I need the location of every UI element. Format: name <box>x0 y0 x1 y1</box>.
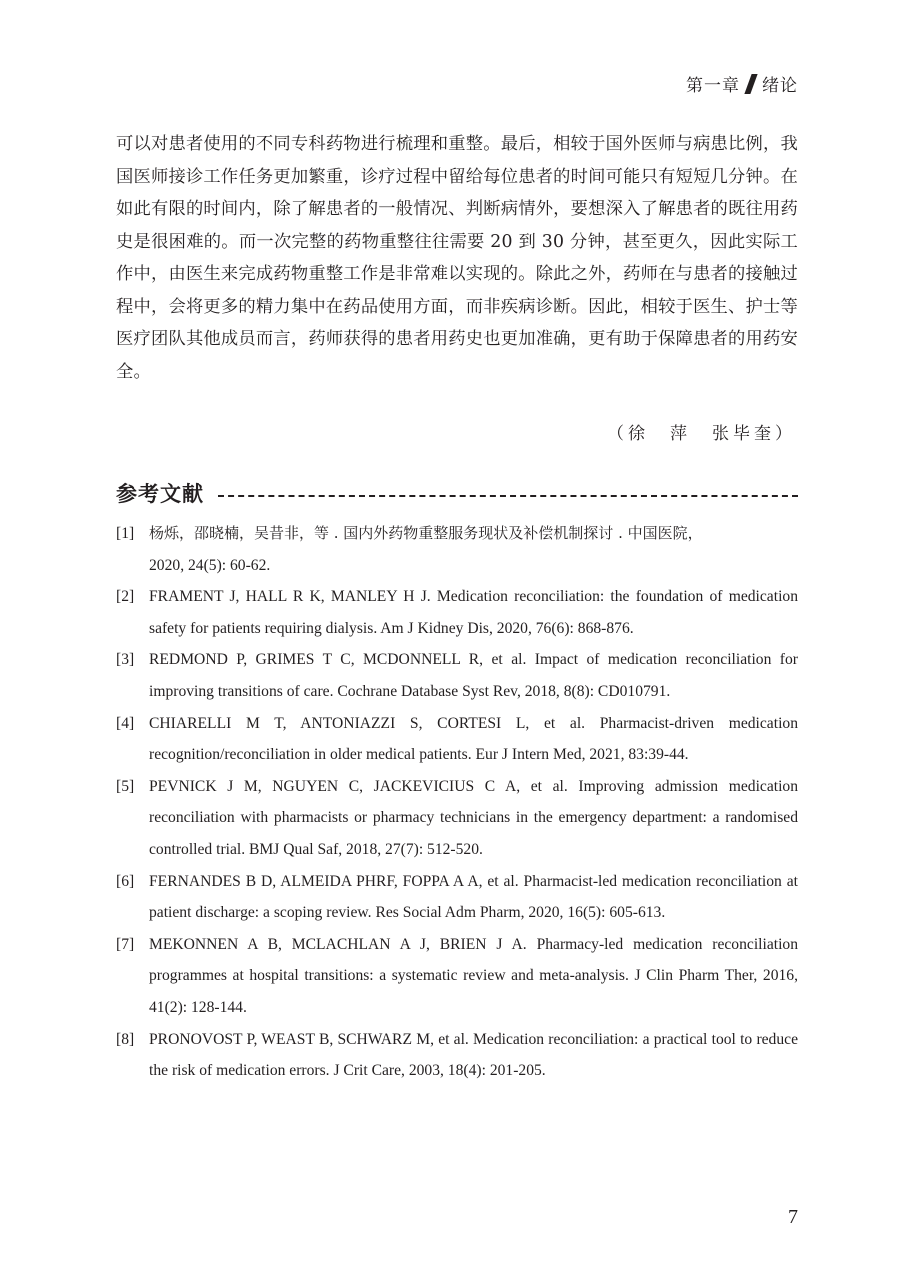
reference-text: REDMOND P, GRIMES T C, MCDONNELL R, et al. Impact of medication reconciliation for improving transitions of care. Cochrane Database Syst Rev, 2018, 8(8): CD010791. <box>149 651 798 700</box>
reference-item-6 <box>116 866 798 929</box>
slash-divider-icon <box>744 74 758 94</box>
reference-item-1 <box>116 518 798 581</box>
reference-text: PRONOVOST P, WEAST B, SCHWARZ M, et al. Medication reconciliation: a practical tool to reduce the risk of medication errors. J Crit Care, 2003, 18(4): 201-205. <box>149 1030 798 1080</box>
references-heading-row <box>116 475 798 511</box>
chapter-title: 绪论 <box>762 76 798 96</box>
reference-number: [5] <box>116 777 135 795</box>
page-number: 7 <box>788 1206 798 1228</box>
reference-text-cjk: 杨烁，邵晓楠，吴昔非，等 . 国内外药物重整服务现状及补偿机制探讨 . 中国医院， <box>149 524 703 542</box>
reference-text: FERNANDES B D, ALMEIDA PHRF, FOPPA A A, et al. Pharmacist-led medication reconciliation at patient discharge: a scoping review. Res Social Adm Pharm, 2020, 16(5): 605-613. <box>149 872 798 922</box>
author-line: （徐 萍 张毕奎） <box>607 424 796 444</box>
reference-number: [8] <box>116 1030 135 1048</box>
reference-text-latin: 2020, 24(5): 60-62. <box>149 556 271 574</box>
reference-number: [6] <box>116 872 135 890</box>
reference-text: CHIARELLI M T, ANTONIAZZI S, CORTESI L, et al. Pharmacist-driven medication recognition/reconciliation in older medical patients. Eur J Intern Med, 2021, 83:39-44. <box>149 714 798 764</box>
reference-list <box>116 518 798 1087</box>
reference-number: [4] <box>116 714 135 732</box>
reference-number: [3] <box>116 651 135 669</box>
reference-item-5 <box>116 771 798 866</box>
reference-text: MEKONNEN A B, MCLACHLAN A J, BRIEN J A. Pharmacy-led medication reconciliation programmes at hospital transitions: a systematic review and meta-analysis. J Clin Pharm Ther, 2016, 41(2): 128-144. <box>149 935 798 1016</box>
reference-text <box>149 518 798 581</box>
reference-number: [1] <box>116 525 135 542</box>
references-heading: 参考文献 <box>116 482 204 506</box>
dashed-rule <box>218 495 798 497</box>
running-header <box>686 71 798 96</box>
reference-item-7 <box>116 929 798 1024</box>
reference-item-3 <box>116 644 798 707</box>
reference-text: FRAMENT J, HALL R K, MANLEY H J. Medication reconciliation: the foundation of medication safety for patients requiring dialysis. Am J Kidney Dis, 2020, 76(6): 868-876. <box>149 588 798 637</box>
reference-text: PEVNICK J M, NGUYEN C, JACKEVICIUS C A, et al. Improving admission medication reconciliation with pharmacists or pharmacy technicians in the emergency department: a randomised controlled trial. BMJ Qual Saf, 2018, 27(7): 512-520. <box>149 777 798 858</box>
reference-item-4 <box>116 708 798 771</box>
reference-item-8 <box>116 1024 798 1087</box>
reference-number: [7] <box>116 935 135 953</box>
chapter-label: 第一章 <box>686 76 740 96</box>
body-paragraph: 可以对患者使用的不同专科药物进行梳理和重整。最后，相较于国外医师与病患比例，我国医师接诊工作任务更加繁重，诊疗过程中留给每位患者的时间可能只有短短几分钟。在如此有限的时间内，除了解患者的一般情况、判断病情外，要想深入了解患者的既往用药史是很困难的。而一次完整的药物重整往往需要 20 到 30 分钟，甚至更久，因此实际工作中，由医生来完成药物重整工作是非常难以实现的。除此之外，药师在与患者的接触过程中，会将更多的精力集中在药品使用方面，而非疾病诊断。因此，相较于医生、护士等医疗团队其他成员而言，药师获得的患者用药史也更加准确，更有助于保障患者的用药安全。 <box>116 134 798 382</box>
reference-number: [2] <box>116 588 135 606</box>
reference-item-2 <box>116 581 798 644</box>
